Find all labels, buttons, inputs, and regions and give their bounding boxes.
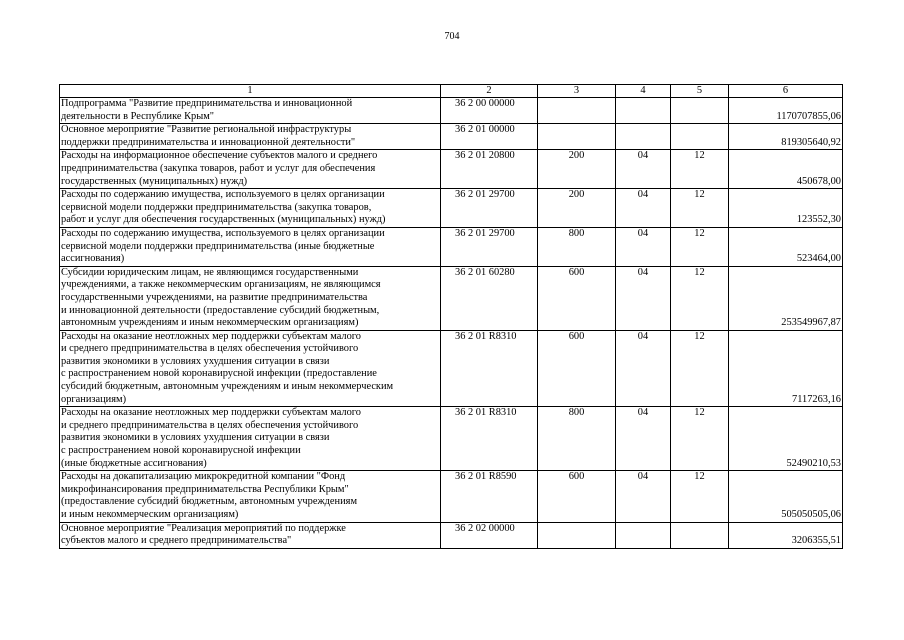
table-row [60, 407, 843, 471]
table-row [60, 124, 843, 150]
row-section-cell [616, 522, 671, 548]
header-cell-3: 3 [538, 85, 616, 98]
row-code-cell: 36 2 01 R8590 [441, 471, 538, 522]
row-expense-type-cell: 800 [538, 407, 616, 471]
row-amount-cell: 819305640,92 [729, 124, 843, 150]
row-name-cell: Основное мероприятие "Реализация мероприятий по поддержке субъектов малого и среднего предпринимательства" [60, 522, 441, 548]
row-name-cell: Основное мероприятие "Развитие региональной инфраструктуры поддержки предпринимательства и инновационной деятельности" [60, 124, 441, 150]
row-code-cell: 36 2 01 R8310 [441, 407, 538, 471]
row-subsection-cell: 12 [671, 407, 729, 471]
header-cell-1: 1 [60, 85, 441, 98]
row-code-cell: 36 2 01 60280 [441, 266, 538, 330]
row-section-cell [616, 98, 671, 124]
row-subsection-cell [671, 98, 729, 124]
row-amount-cell: 253549967,87 [729, 266, 843, 330]
table-header-row [60, 85, 843, 98]
row-expense-type-cell [538, 124, 616, 150]
row-name-cell: Расходы на оказание неотложных мер поддержки субъектам малого и среднего предпринимательства в целях обеспечения устойчивого развития экономики в условиях ухудшения ситуации в связи с распространением новой коронавирусной инфекции (предоставление субсидий бюджетным, автономным учреждениям и иным некоммерческим организациям) [60, 330, 441, 407]
row-code-cell: 36 2 01 20800 [441, 150, 538, 189]
row-section-cell: 04 [616, 471, 671, 522]
row-section-cell: 04 [616, 150, 671, 189]
row-name-cell: Субсидии юридическим лицам, не являющимся государственными учреждениями, а также некоммерческим организациям, не являющимся государственными учреждениями, на развитие предпринимательства и инновационной деятельности (предоставление субсидий бюджетным, автономным учреждениям и иным некоммерческим организациям) [60, 266, 441, 330]
row-expense-type-cell: 800 [538, 227, 616, 266]
row-code-cell: 36 2 02 00000 [441, 522, 538, 548]
header-cell-6: 6 [729, 85, 843, 98]
row-name-cell: Расходы на докапитализацию микрокредитной компании "Фонд микрофинансирования предпринимательства Республики Крым" (предоставление субсидий бюджетным, автономным учреждениям и иным некоммерческим организациям) [60, 471, 441, 522]
row-expense-type-cell [538, 522, 616, 548]
table-row [60, 189, 843, 228]
row-subsection-cell: 12 [671, 471, 729, 522]
row-subsection-cell: 12 [671, 330, 729, 407]
row-name-cell: Расходы по содержанию имущества, используемого в целях организации сервисной модели поддержки предпринимательства (иные бюджетные ассигнования) [60, 227, 441, 266]
page-number: 704 [444, 31, 460, 42]
row-amount-cell: 3206355,51 [729, 522, 843, 548]
row-expense-type-cell [538, 98, 616, 124]
row-code-cell: 36 2 01 R8310 [441, 330, 538, 407]
row-section-cell: 04 [616, 227, 671, 266]
row-code-cell: 36 2 01 29700 [441, 227, 538, 266]
table-row [60, 98, 843, 124]
row-amount-cell: 52490210,53 [729, 407, 843, 471]
row-name-cell: Расходы по содержанию имущества, используемого в целях организации сервисной модели поддержки предпринимательства (закупка товаров, работ и услуг для обеспечения государственных (муниципальных) нужд) [60, 189, 441, 228]
row-amount-cell: 450678,00 [729, 150, 843, 189]
row-name-cell: Подпрограмма "Развитие предпринимательства и инновационной деятельности в Республике Крым" [60, 98, 441, 124]
row-expense-type-cell: 200 [538, 189, 616, 228]
row-section-cell: 04 [616, 407, 671, 471]
row-subsection-cell [671, 124, 729, 150]
row-code-cell: 36 2 01 29700 [441, 189, 538, 228]
row-amount-cell: 523464,00 [729, 227, 843, 266]
row-amount-cell: 123552,30 [729, 189, 843, 228]
row-name-cell: Расходы на информационное обеспечение субъектов малого и среднего предпринимательства (закупка товаров, работ и услуг для обеспечения государственных (муниципальных) нужд) [60, 150, 441, 189]
row-section-cell: 04 [616, 330, 671, 407]
table-row [60, 227, 843, 266]
header-cell-2: 2 [441, 85, 538, 98]
row-subsection-cell [671, 522, 729, 548]
row-code-cell: 36 2 01 00000 [441, 124, 538, 150]
row-amount-cell: 505050505,06 [729, 471, 843, 522]
row-amount-cell: 7117263,16 [729, 330, 843, 407]
row-expense-type-cell: 200 [538, 150, 616, 189]
row-subsection-cell: 12 [671, 266, 729, 330]
row-expense-type-cell: 600 [538, 471, 616, 522]
table-row [60, 471, 843, 522]
row-subsection-cell: 12 [671, 150, 729, 189]
header-cell-4: 4 [616, 85, 671, 98]
row-expense-type-cell: 600 [538, 266, 616, 330]
header-cell-5: 5 [671, 85, 729, 98]
row-amount-cell: 1170707855,06 [729, 98, 843, 124]
table-row [60, 150, 843, 189]
row-expense-type-cell: 600 [538, 330, 616, 407]
row-subsection-cell: 12 [671, 227, 729, 266]
row-section-cell: 04 [616, 266, 671, 330]
table-row [60, 522, 843, 548]
table-row [60, 330, 843, 407]
row-section-cell: 04 [616, 189, 671, 228]
budget-table [59, 84, 843, 549]
row-code-cell: 36 2 00 00000 [441, 98, 538, 124]
row-subsection-cell: 12 [671, 189, 729, 228]
row-name-cell: Расходы на оказание неотложных мер поддержки субъектам малого и среднего предпринимательства в целях обеспечения устойчивого развития экономики в условиях ухудшения ситуации в связи с распространением новой коронавирусной инфекции (иные бюджетные ассигнования) [60, 407, 441, 471]
row-section-cell [616, 124, 671, 150]
table-row [60, 266, 843, 330]
